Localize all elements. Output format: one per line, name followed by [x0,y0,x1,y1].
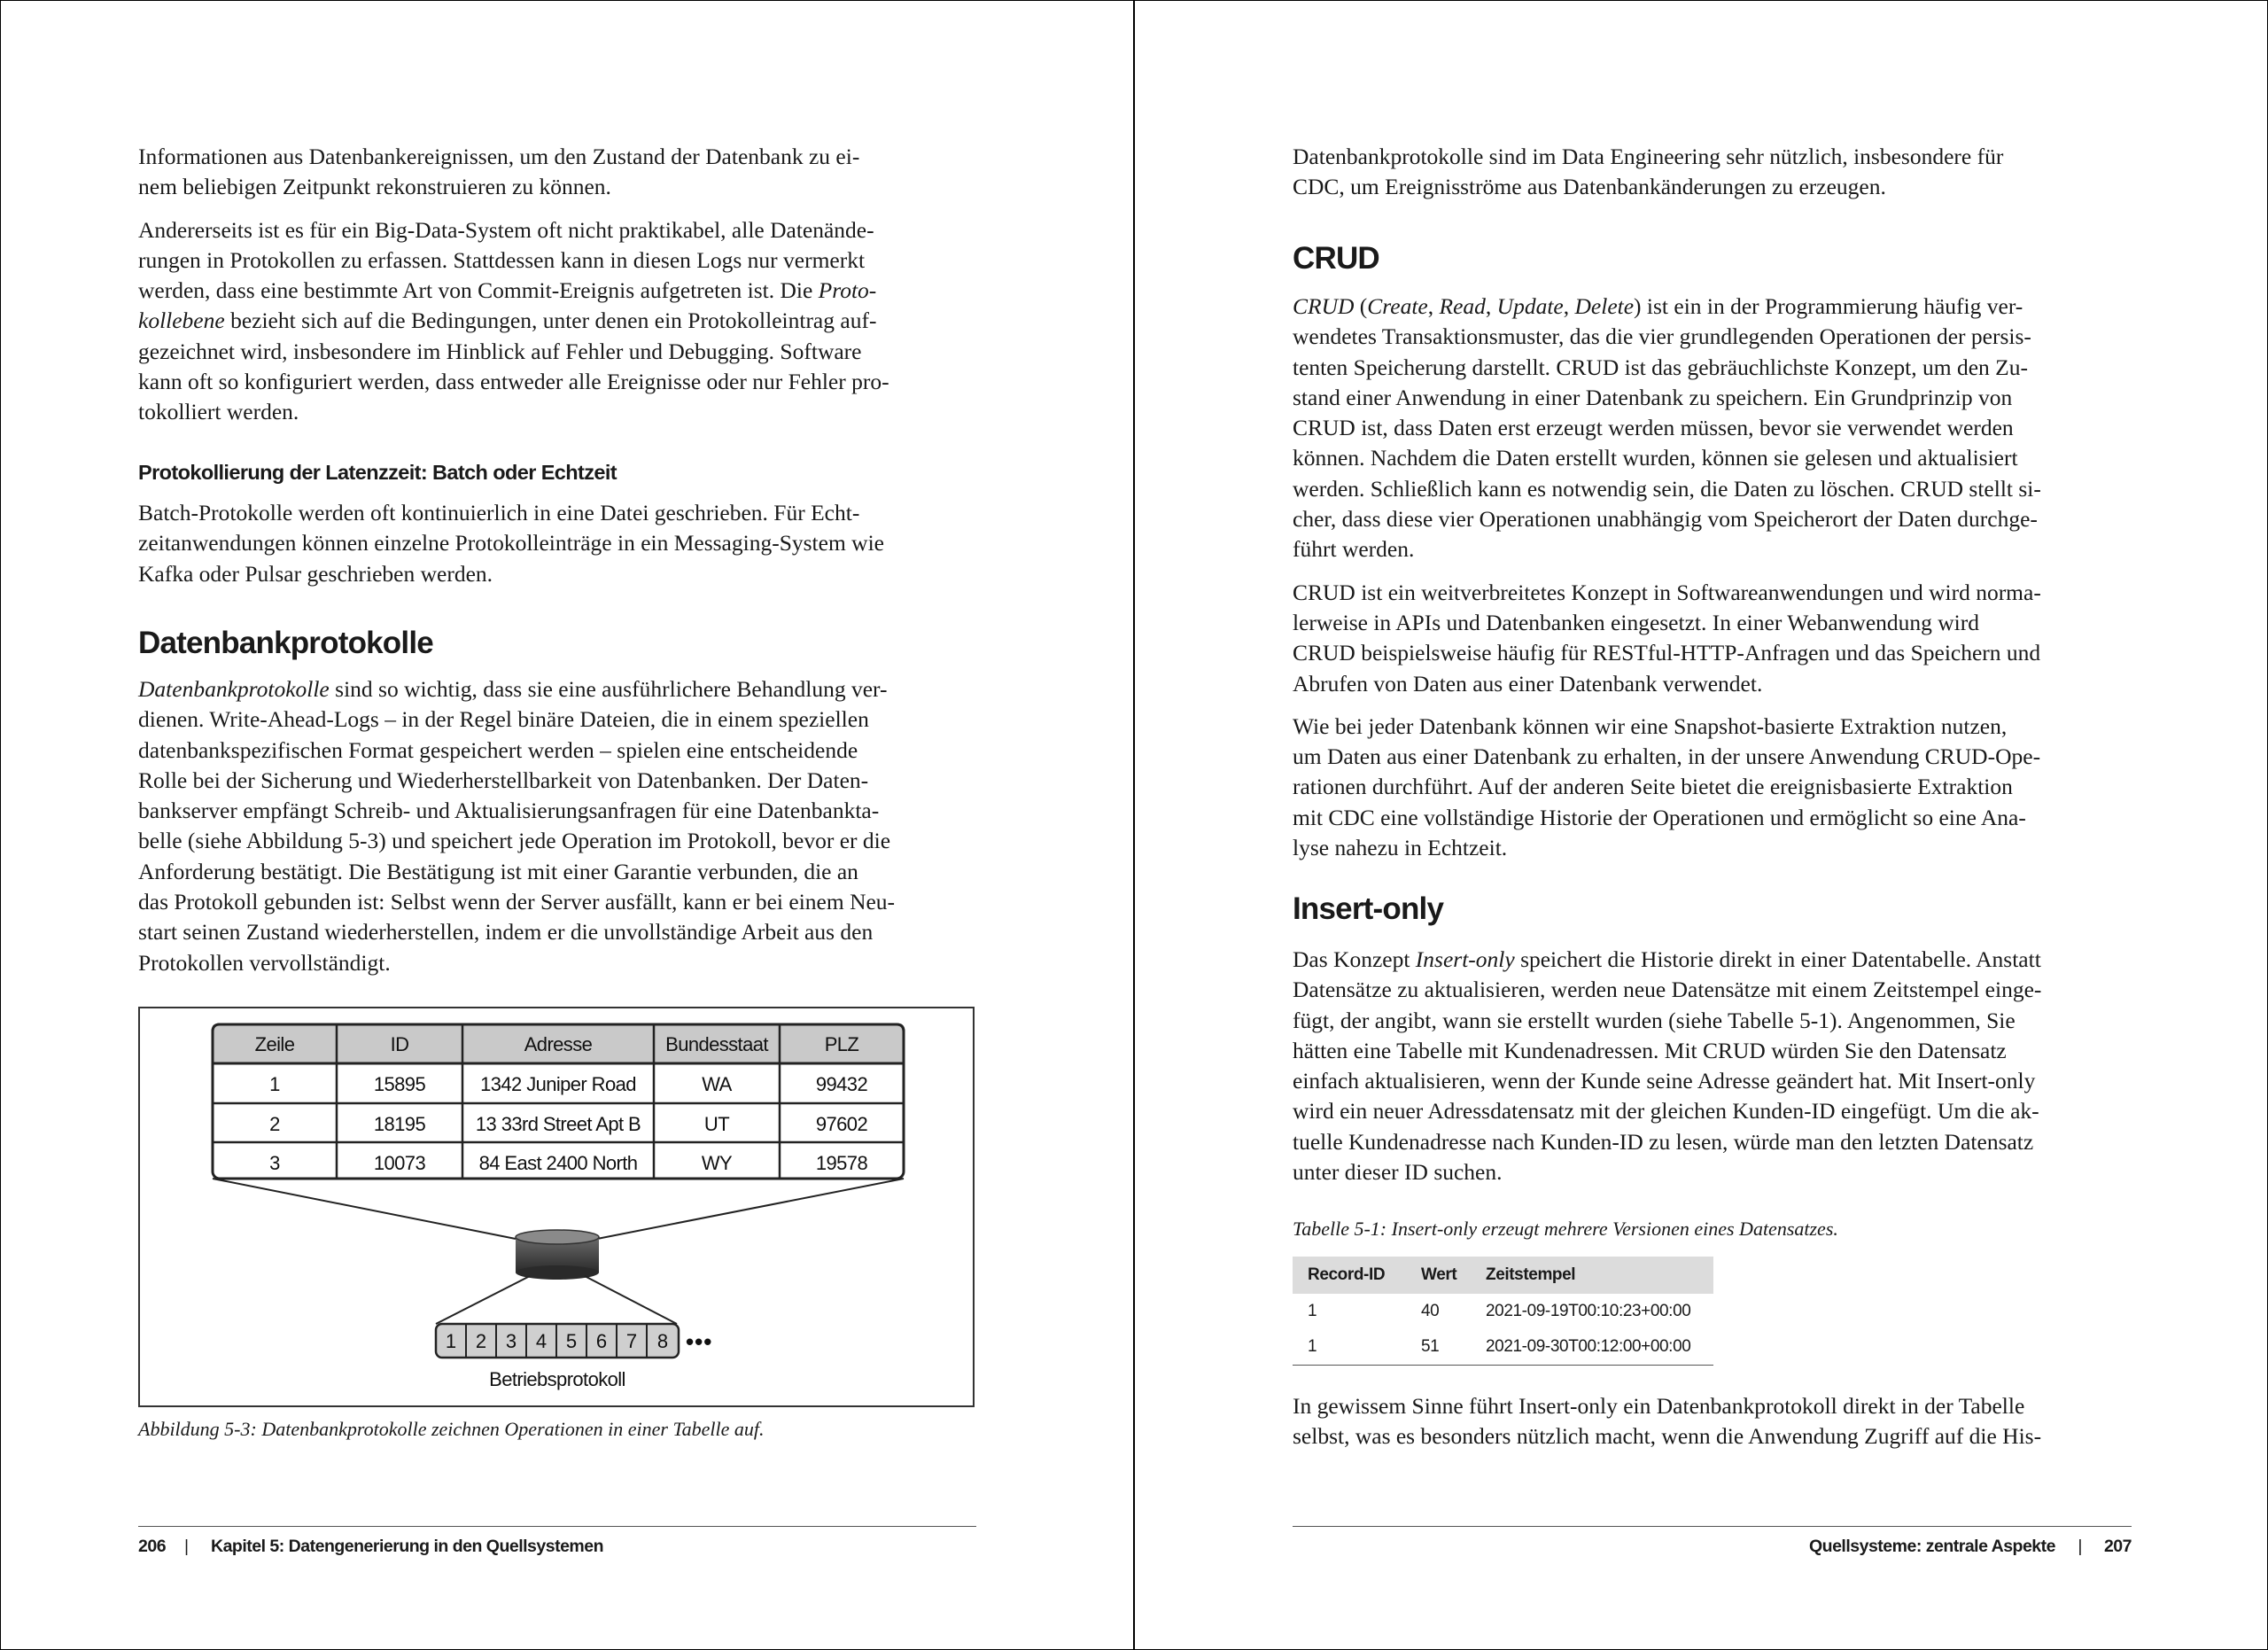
section-heading-crud: CRUD [1293,241,1379,276]
log-cell: 4 [535,1330,548,1352]
database-icon [516,1230,599,1280]
footer-separator: | [2078,1537,2082,1556]
table-header-row [1293,1257,1713,1294]
right-body-top [1293,142,2132,215]
paragraph: Datenbankprotokolle sind im Data Engineering sehr nützlich, insbesondere für CDC, um Ereignisströme aus Datenbankänderungen zu erzeugen. [1293,144,2004,200]
left-body-top [138,142,976,440]
fig-cell: 13 33rd Street Apt B [475,1113,641,1135]
table-cell: 1 [1308,1302,1317,1320]
left-page [138,0,976,1650]
operation-log [436,1324,712,1390]
fig-cell: 99432 [815,1073,868,1095]
right-page [1293,0,2132,1650]
fig-cell: WA [702,1073,732,1095]
insert-only-table [1293,1257,1713,1366]
figure-database-log [138,1007,975,1407]
right-body-crud [1293,292,2132,876]
paragraph: Informationen aus Datenbankereignissen, um den Zustand der Datenbank zu ei- nem beliebigen Zeitpunkt rekonstruieren zu können. [138,144,860,200]
table-cell: 2021-09-30T00:12:00+00:00 [1471,1329,1713,1366]
fig-cell: 10073 [373,1152,426,1174]
footer-rule [1293,1526,2132,1527]
col-header-record-id: Record-ID [1293,1257,1406,1294]
table-caption: Tabelle 5-1: Insert-only erzeugt mehrere Versionen eines Datensatzes. [1293,1218,1838,1240]
right-body-insert [1293,945,2132,1200]
paragraph: Wie bei jeder Datenbank können wir eine Snapshot-basierte Extraktion nutzen, um Daten aus einer Datenbank zu erhalten, in der unsere Anwendung CRUD-Ope- rationen durchführt. Auf der anderen Seite bietet die ereignisbasierte Extraktion mit CDC eine vollständige Historie der Operationen und ermöglicht so eine Ana- lyse nahezu in Echtzeit. [1293,712,2041,861]
log-cell: 6 [595,1330,608,1352]
fig-header-adresse: Adresse [524,1033,593,1055]
figure-caption: Abbildung 5-3: Datenbankprotokolle zeichnen Operationen in einer Tabelle auf. [138,1418,765,1440]
paragraph: Batch-Protokolle werden oft kontinuierlich in eine Datei geschrieben. Für Echt- zeitanwendungen können einzelne Protokolleinträge in ein Messaging-System wie Kafka oder Pulsar geschrieben werden. [138,500,884,587]
running-header-chapter: Kapitel 5: Datengenerierung in den Quellsystemen [211,1537,604,1556]
log-label: Betriebsprotokoll [489,1368,625,1390]
log-lines [436,1276,677,1324]
log-cell: 8 [656,1330,669,1352]
table-cell: 51 [1406,1329,1471,1366]
table-cell: 40 [1421,1302,1440,1320]
section-heading-latency: Protokollierung der Latenzzeit: Batch oder Echtzeit [138,461,617,484]
page-gutter [1133,0,1135,1650]
fig-cell: 15895 [373,1073,426,1095]
fig-cell: 19578 [815,1152,868,1174]
log-cell: 7 [625,1330,638,1352]
paragraph: CRUD ist ein weitverbreitetes Konzept in Softwareanwendungen und wird norma- lerweise in APIs und Datenbanken eingesetzt. In einer Webanwendung wird CRUD beispielsweise häufig für RESTful-HTTP-Anfragen und das Speichern und Abrufen von Daten aus einer Datenbank verwendet. [1293,579,2041,697]
fig-cell: UT [703,1113,730,1135]
fig-cell: WY [701,1152,733,1174]
fig-cell: 18195 [373,1113,426,1135]
fig-cell: 1342 Juniper Road [480,1073,636,1095]
paragraph: Das Konzept Insert-only speichert die Historie direkt in einer Datentabelle. Anstatt Datensätze zu aktualisieren, werden neue Datensätze mit einem Zeitstempel einge- fügt, der angibt, wann sie erstellt wurden (siehe Tabelle 5-1). Angenommen, Sie hätten eine Tabelle mit Kundenadressen. Mit CRUD würden Sie den Datensatz einfach aktualisieren, wenn der Kunde seine Adresse geändert hat. Mit Insert-only wird ein neuer Adressdatensatz mit der gleichen Kunden-ID eingefügt. Um die ak- tuelle Kundenadresse nach Kunden-ID zu lesen, würde man den letzten Datensatz unter dieser ID suchen. [1293,946,2042,1186]
paragraph: In gewissem Sinne führt Insert-only ein Datenbankprotokoll direkt in der Tabelle selbst, was es besonders nützlich macht, wenn die Anwendung Zugriff auf die His- [1293,1393,2042,1450]
section-heading-insert-only: Insert-only [1293,891,1444,926]
figure-diagram [140,1008,976,1409]
fig-header-plz: PLZ [824,1033,859,1055]
fig-cell: 2 [269,1113,280,1135]
table-cell: 1 [1293,1329,1406,1366]
paragraph: Datenbankprotokolle sind so wichtig, dass sie eine ausführlichere Behandlung ver- dienen. Write-Ahead-Logs – in der Regel binäre Dateien, die in einem speziellen datenbankspezifischen Format gespeichert werden – spielen eine entscheidende Rolle bei der Sicherung und Wiederherstellbarkeit von Datenbanken. Der Daten- bankserver empfängt Schreib- und Aktualisierungsanfragen für eine Datenbankta- belle (siehe Abbildung 5-3) und speichert jede Operation im Protokoll, bevor er die Anforderung bestätigt. Die Bestätigung ist mit einer Garantie verbunden, die an das Protokoll gebunden ist: Selbst wenn der Server ausfällt, kann er bei einem Neu- start seinen Zustand wiederherstellen, indem er die unvollständige Arbeit aus den Protokollen vervollständigt. [138,676,896,976]
page-number: 206 [138,1537,167,1556]
fig-cell: 84 East 2400 North [478,1152,638,1174]
right-body-bottom [1293,1391,2132,1465]
footer-rule [138,1526,976,1527]
table-row [1293,1329,1713,1366]
page-number: 207 [2103,1537,2132,1556]
fig-header-bundesstaat: Bundesstaat [665,1033,768,1055]
log-cell: 1 [445,1330,457,1352]
table-row [1293,1294,1713,1329]
log-cell: 3 [505,1330,517,1352]
fig-cell: 1 [269,1073,280,1095]
table-cell: 2021-09-19T00:10:23+00:00 [1486,1302,1691,1320]
paragraph: CRUD (Create, Read, Update, Delete) ist ein in der Programmierung häufig ver- wendetes Transaktionsmuster, das die vier grundlegenden Operationen der persis- tenten Speicherung darstellt. CRUD ist das gebräuchlichste Konzept, um den Zu- stand einer Anwendung in einer Datenbank zu speichern. Ein Grundprinzip von CRUD ist, dass Daten erst erzeugt werden müssen, bevor sie verwendet werden können. Nachdem die Daten erstellt wurden, können sie gelesen und aktualisiert werden. Schließlich kann es notwendig sein, die Daten zu löschen. CRUD stellt si- cher, dass diese vier Operationen unabhängig vom Speicherort der Daten durchge- führt werden. [1293,293,2041,563]
log-cell: 5 [565,1330,578,1352]
fig-header-zeile: Zeile [254,1033,295,1055]
log-ellipsis: ••• [686,1328,713,1355]
col-header-zeitstempel: Zeitstempel [1471,1257,1713,1294]
footer-separator: | [184,1537,189,1556]
running-header-section: Quellsysteme: zentrale Aspekte [1809,1537,2055,1556]
log-cell: 2 [475,1330,487,1352]
left-body-bottom [138,674,976,991]
fig-cell: 3 [269,1152,280,1174]
fig-header-id: ID [390,1033,409,1055]
fig-cell: 97602 [815,1113,868,1135]
left-body-mid [138,498,976,602]
section-heading-datenbankprotokolle: Datenbankprotokolle [138,626,433,660]
col-header-wert: Wert [1406,1257,1471,1294]
paragraph: Andererseits ist es für ein Big-Data-System oft nicht praktikabel, alle Datenände- rungen in Protokollen zu erfassen. Stattdessen kann in diesen Logs nur vermerkt werden, dass eine bestimmte Art von Commit-Ereignis aufgetreten ist. Die Proto- kollebene bezieht sich auf die Bedingungen, unter denen ein Protokolleintrag auf- gezeichnet wird, insbesondere im Hinblick auf Fehler und Debugging. Software kann oft so konfiguriert werden, dass entweder alle Ereignisse oder nur Fehler pro- tokolliert werden. [138,216,889,425]
